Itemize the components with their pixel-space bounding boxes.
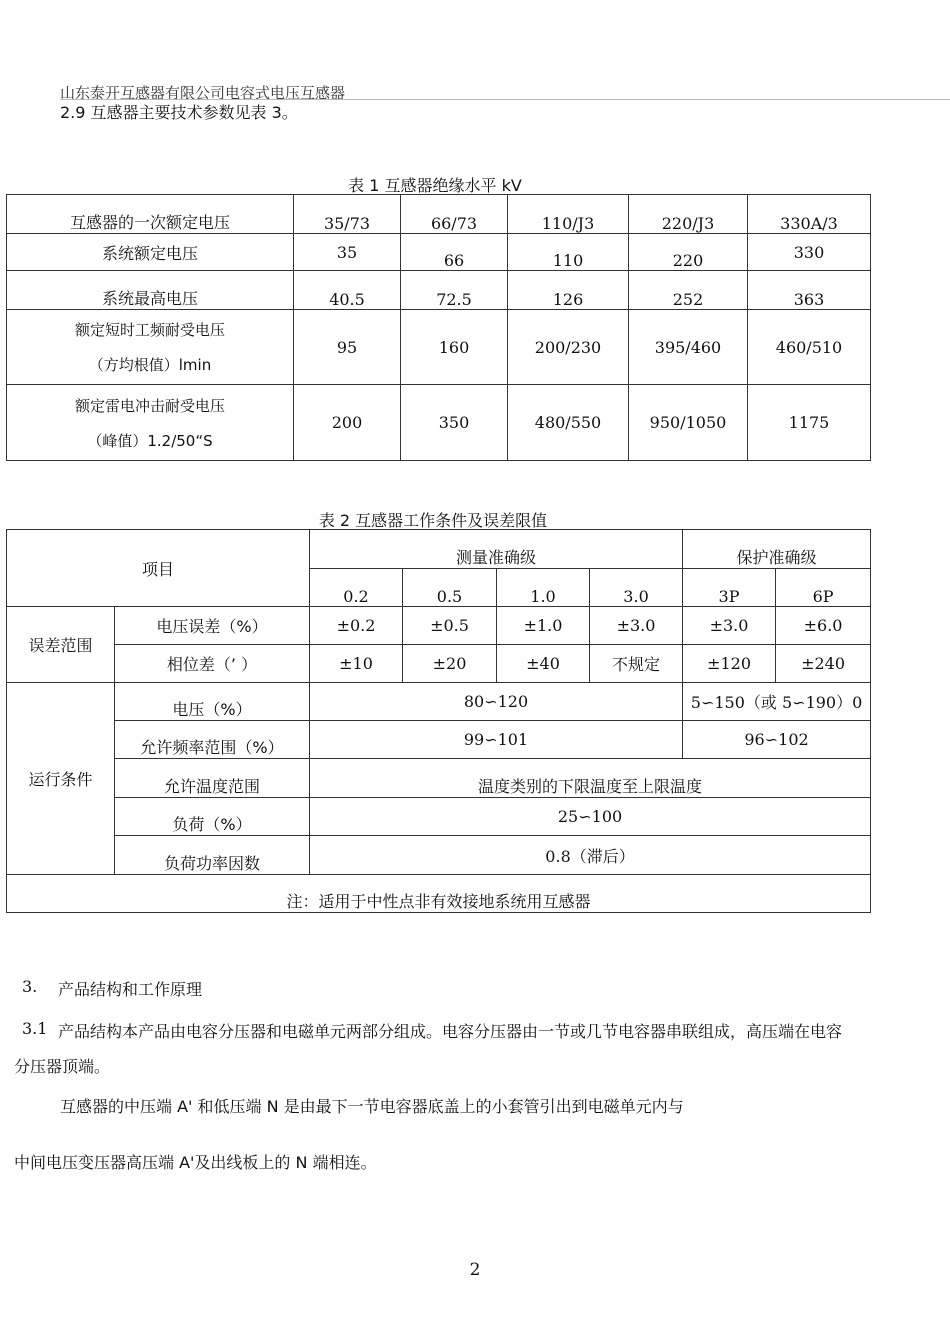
table1-row-label: 系统额定电压 (7, 234, 294, 271)
table2-operating-conditions (6, 529, 871, 913)
table1-cell: 1175 (748, 385, 871, 461)
table2-note: 注：适用于中性点非有效接地系统用互感器 (7, 875, 871, 913)
table2-cell: 80∽120 (310, 683, 683, 721)
table1-cell: 200/230 (508, 310, 629, 385)
table2-item-header: 项目 (7, 530, 310, 607)
table1-cell: 950/1050 (629, 385, 748, 461)
section3-1-line1: 产品结构本产品由电容分压器和电磁单元两部分组成。电容分压器由一节或几节电容器串联组成，高压端在电容 (58, 1022, 843, 1041)
table2-protect-group: 保护准确级 (683, 530, 871, 569)
table1-cell: 220 (629, 234, 748, 271)
table1-cell: 252 (629, 271, 748, 310)
table2-row-label: 允许温度范围 (115, 759, 310, 798)
table2-cell: 温度类别的下限温度至上限温度 (310, 759, 871, 798)
table1-row (7, 234, 871, 271)
table2-measure-group: 测量准确级 (310, 530, 683, 569)
table1-header-cell: 66/73 (401, 195, 508, 234)
table2-cell: ±240 (776, 645, 871, 683)
table2-cell: 96∽102 (683, 721, 871, 759)
table1-cell: 35 (294, 234, 401, 271)
table1-cell: 200 (294, 385, 401, 461)
table2-cell: ±3.0 (590, 607, 683, 645)
table2-cell: ±0.2 (310, 607, 403, 645)
table1-cell: 95 (294, 310, 401, 385)
table2-row-label: 负荷（%） (115, 798, 310, 836)
table2-class-cell: 6P (776, 569, 871, 607)
table1-row-label-line1: 额定短时工频耐受电压 (74, 321, 225, 339)
table1-cell: 460/510 (748, 310, 871, 385)
page-header: 山东泰开互感器有限公司电容式电压互感器 (60, 84, 346, 102)
table1-cell: 350 (401, 385, 508, 461)
table2-cell: 不规定 (590, 645, 683, 683)
table1-header-cell: 互感器的一次额定电压 (7, 195, 294, 234)
table2-row-label: 负荷功率因数 (115, 836, 310, 875)
page-number: 2 (469, 1260, 481, 1280)
table1-insulation-level (6, 194, 871, 461)
table1-cell: 395/460 (629, 310, 748, 385)
table2-cell: ±6.0 (776, 607, 871, 645)
table1-row-label-line1: 额定雷电冲击耐受电压 (74, 396, 225, 415)
section3-p2-line1: 互感器的中压端 A' 和低压端 N 是由最下一节电容器底盖上的小套管引出到电磁单元内与 (60, 1097, 684, 1116)
table1-cell: 330 (748, 234, 871, 271)
table2-row-label: 相位差（’ ） (115, 645, 310, 683)
table1-row (7, 271, 871, 310)
table2-cell: ±1.0 (497, 607, 590, 645)
table1-caption: 表 1 互感器绝缘水平 kV (348, 176, 522, 195)
table1-row (7, 385, 871, 461)
table2-row-label: 电压误差（%） (115, 607, 310, 645)
table1-row-label-line2: （方均根值）lmin (88, 356, 212, 374)
section3-1-line2: 分压器顶端。 (14, 1057, 111, 1076)
table1-row-label (7, 385, 294, 461)
table2-row-label: 允许频率范围（%） (115, 721, 310, 759)
section3-p2-line2: 中间电压变压器高压端 A'及出线板上的 N 端相连。 (14, 1153, 377, 1172)
table2-cell: 0.8（滞后） (310, 836, 871, 875)
table1-header-cell: 110/J3 (508, 195, 629, 234)
table2-cell: 5∽150（或 5∽190）0 (683, 683, 871, 721)
table1-row (7, 310, 871, 385)
table2-caption: 表 2 互感器工作条件及误差限值 (318, 511, 548, 530)
table2-cell: ±10 (310, 645, 403, 683)
table1-header-cell: 35/73 (294, 195, 401, 234)
table1-cell: 160 (401, 310, 508, 385)
table2-class-cell: 1.0 (497, 569, 590, 607)
table1-cell: 480/550 (508, 385, 629, 461)
table1-header-cell: 330A/3 (748, 195, 871, 234)
table1-cell: 66 (401, 234, 508, 271)
table1-header-row (7, 195, 871, 234)
table1-header-cell: 220/J3 (629, 195, 748, 234)
intro-paragraph: 2.9 互感器主要技术参数见表 3。 (60, 103, 298, 122)
table2-error-group: 误差范围 (7, 607, 115, 683)
table1-cell: 110 (508, 234, 629, 271)
table1-cell: 40.5 (294, 271, 401, 310)
table1-cell: 126 (508, 271, 629, 310)
table2-cell: 99∽101 (310, 721, 683, 759)
table2-operating-group: 运行条件 (7, 683, 115, 875)
table2-cell: ±0.5 (403, 607, 497, 645)
table2-class-cell: 3.0 (590, 569, 683, 607)
table2-row-label: 电压（%） (115, 683, 310, 721)
table1-cell: 72.5 (401, 271, 508, 310)
table2-cell: ±20 (403, 645, 497, 683)
table1-row-label: 系统最高电压 (7, 271, 294, 310)
section3-1-number: 3.1 (22, 1019, 48, 1038)
table2-cell: ±40 (497, 645, 590, 683)
table1-row-label-line2: （峰值）1.2/50“S (87, 431, 213, 450)
table2-cell: 25∽100 (310, 798, 871, 836)
table2-class-cell: 0.2 (310, 569, 403, 607)
table2-class-cell: 3P (683, 569, 776, 607)
table2-cell: ±120 (683, 645, 776, 683)
section3-heading: 产品结构和工作原理 (58, 980, 203, 999)
table2-class-cell: 0.5 (403, 569, 497, 607)
table2-cell: ±3.0 (683, 607, 776, 645)
table1-row-label (7, 310, 294, 385)
table1-cell: 363 (748, 271, 871, 310)
section3-number: 3. (22, 977, 38, 996)
